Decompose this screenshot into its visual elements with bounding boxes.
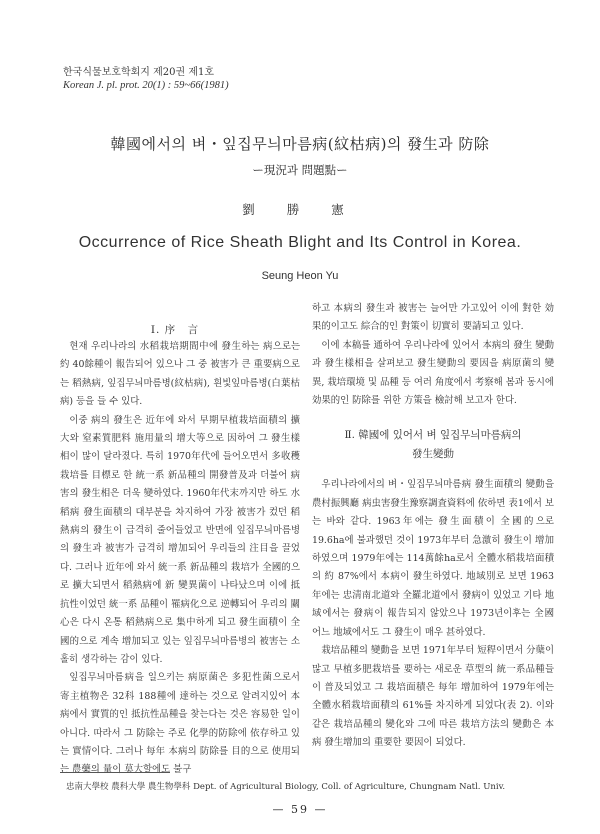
section-heading-occurrence [312, 426, 554, 464]
paragraph: 이에 本稿를 通하여 우리나라에 있어서 本病의 發生 變動과 發生樣相을 살펴보고 發生變動의 要因을 病原菌의 變異, 栽培環境 및 品種 등 여러 角度에서 考察해 봄과 동시에 効果的인 防除를 위한 方策을 檢討해 보고자 한다. [312, 339, 554, 407]
author-name-korean: 劉 勝 憲 [242, 202, 358, 217]
left-column [60, 338, 300, 780]
journal-name: 한국식물보호학회지 제20권 제1호 [63, 67, 215, 78]
paper-title-english: Occurrence of Rice Sheath Blight and Its Control in Korea. [78, 234, 522, 251]
footnote-divider [60, 772, 170, 773]
author-name-english: Seung Heon Yu [261, 270, 339, 282]
section-heading-line: 發生變動 [412, 448, 454, 461]
section-heading-introduction: Ⅰ. 序 言 [150, 324, 200, 336]
paragraph: 잎집무늬마름病을 일으키는 病原菌은 多犯性菌으로서 寄主植物은 32科 188種에 達하는 것으로 알려지있어 本病에서 實質的인 抵抗性品種을 찾는다는 것은 容易한 일이 아니다. 따라서 그 防除는 주로 化學的防除에 依存하고 있는 實情이다. 그러나 每年 本病의 防除를 目的으로 使用되는 農藥의 量이 莫大할에도 불구 [60, 672, 300, 776]
right-column [312, 300, 554, 753]
journal-citation: Korean J. pl. prot. 20(1) : 59~66(1981) [63, 80, 229, 91]
journal-header [63, 66, 229, 92]
affiliation-footnote: 忠南大學校 農科大學 農生物學科 Dept. of Agricultural Biology, Coll. of Agriculture, Chungnam Natl. Univ. [66, 782, 506, 792]
paragraph: 현재 우리나라의 水稻栽培期間中에 發生하는 病으로는 約 40餘種이 報告되어 있으나 그 중 被害가 큰 重要病으로는 稻熱病, 잎집무늬마름병(紋枯病), 흰빛잎마름병(白葉枯病) 등을 들 수 있다. [60, 341, 300, 408]
paragraph: 하고 本病의 發生과 被害는 늘어만 가고있어 이에 對한 効果的이고도 綜合的인 對策이 切實히 要請되고 있다. [312, 303, 554, 333]
paragraph: 우리나라에서의 벼・잎집무늬마름病 發生面積의 變動을 農村振興廳 病虫害發生豫察調査資料에 依하면 表1에서 보는 바와 같다. 1963年에는 發生面積이 全國的으로 19.6ha에 불과했던 것이 1973年부터 急激히 發生이 增加하였으며 1979年에는 114萬餘ha로서 全體水稻栽培面積의 約 87%에서 本病이 發生하였다. 地域別로 보면 1963年에는 忠淸南北道와 全羅北道에서 發病이 있었고 기타 地域에서는 發病이 報告되지 않았으나 1973년이후는 全國 어느 地域에서도 그 發生이 매우 甚하였다. [312, 479, 554, 638]
paragraph: 栽培品種의 變動을 보면 1971年부터 短稈이면서 分蘖이 많고 早植多肥栽培를 要하는 새로운 草型의 統一系品種들이 普及되었고 그 栽培面積은 每年 增加하여 1979年에는 全體水稻栽培面積의 61%를 차지하게 되었다(表 2). 이와 같은 栽培品種의 變化와 그에 따른 栽培方法의 變動은 本病 發生增加의 重要한 要因이 되었다. [312, 645, 554, 749]
paragraph: 이중 病의 發生은 近年에 와서 早期早植栽培面積의 擴大와 窒素質肥料 施用量의 增大等으로 因하여 그 發生樣相이 많이 달라졌다. 특히 1970年代에 들어오면서 多收穫栽培를 目標로 한 統一系 新品種의 開發普及과 더불어 病害의 發生相은 더욱 變하였다. 1960年代末까지만 하도 水稻病 發生面積의 대부분을 차지하여 가장 被害가 컸던 稻熱病의 發生이 급격히 줄어들었고 반면에 잎집무늬마름병의 發生과 被害가 급격히 增加되어 우리들의 注目을 끌었다. 그러나 近年에 와서 統一系 新品種의 栽培가 全國的으로 擴大되면서 稻熱病에 新 變異菌이 나타났으며 이에 抵抗性이었던 統一系 品種이 罹病化으로 逆轉되어 우리의 關心은 다시 온통 稻熱病으로 集中하게 되고 發生面積이 全國的으로 계속 增加되고 있는 잎집무늬마름병의 被害는 소홀히 생각하는 감이 있다. [60, 414, 300, 665]
paper-subtitle-korean: ー現況과 問題點ー [252, 163, 348, 177]
paper-title-korean: 韓國에서의 벼・잎집무늬마름病(紋枯病)의 發生과 防除 [110, 135, 490, 153]
page-number: — 59 — [272, 803, 328, 816]
section-heading-line: Ⅱ. 韓國에 있어서 벼 잎집무늬마름病의 [344, 429, 522, 442]
